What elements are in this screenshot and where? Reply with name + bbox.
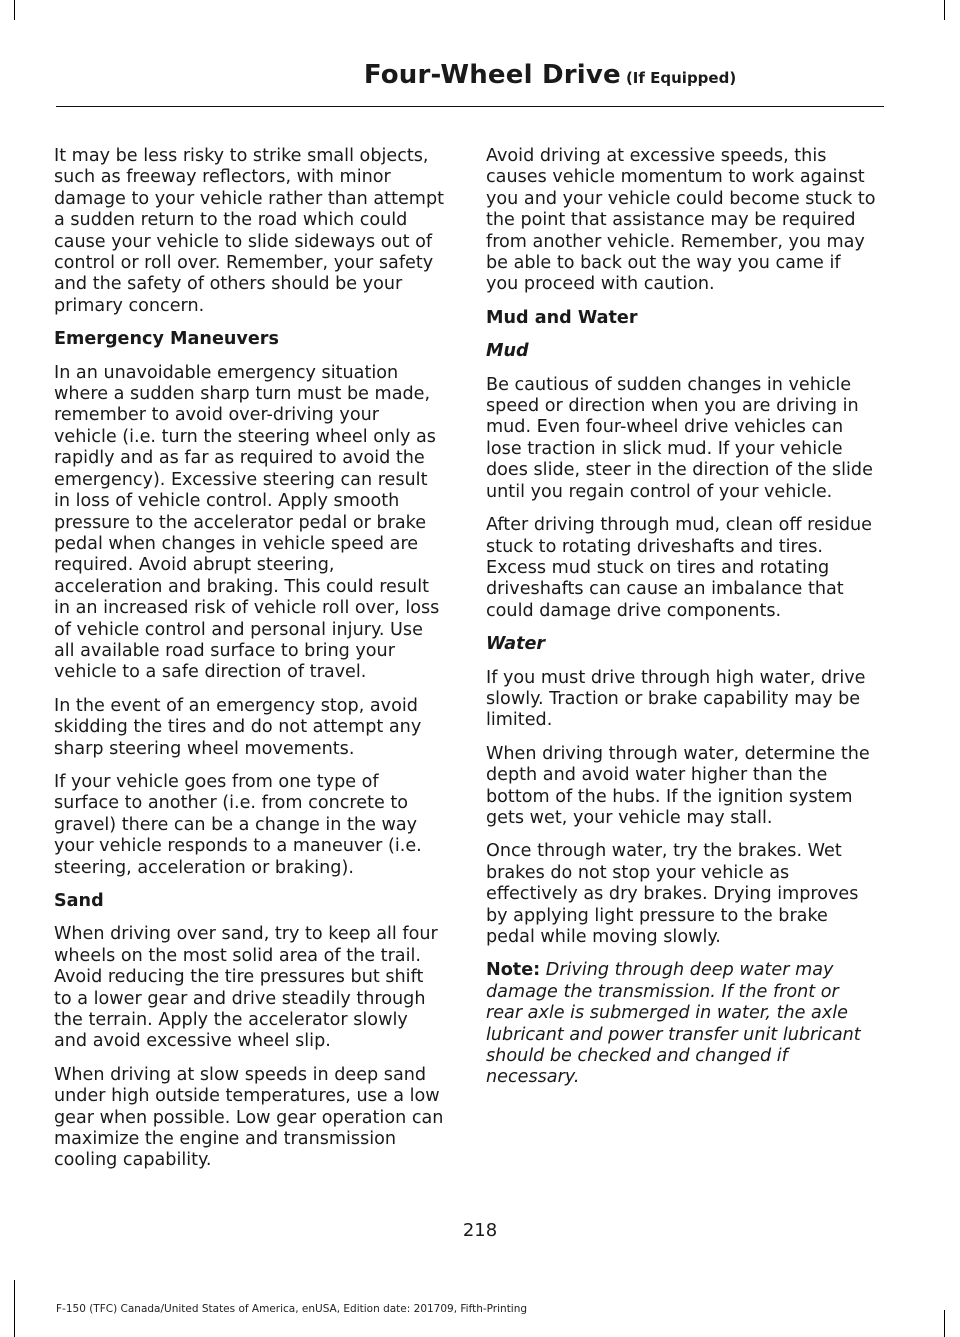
subheading-water: Water (486, 634, 546, 655)
paragraph: When driving through water, determine the depth and avoid water higher than the bottom of the hubs. If the ignition system gets wet, your vehicle may stall. (486, 743, 870, 828)
note-text: Driving through deep water may damage the transmission. If the front or rear axle is submerged in water, the axle lubricant and power transfer unit lubricant should be checked and changed if necessary. (486, 960, 861, 1088)
note (486, 960, 878, 1088)
section-heading-mud-and-water: Mud and Water (486, 307, 638, 328)
crop-mark-bottom-right (944, 1310, 945, 1337)
page-number: 218 (462, 1220, 498, 1241)
paragraph: After driving through mud, clean off residue stuck to rotating driveshafts and tires. Excess mud stuck on tires and rotating driveshafts can cause an imbalance that could damage drive components. (486, 515, 872, 621)
crop-mark-top-left (14, 0, 15, 20)
paragraph: In the event of an emergency stop, avoid skidding the tires and do not attempt any sharp steering wheel movements. (54, 695, 422, 759)
left-column (54, 146, 446, 1184)
paragraph: Avoid driving at excessive speeds, this causes vehicle momentum to work against you and your vehicle could become stuck to the point that assistance may be required from another vehicle. Remember, you may be able to back out the way you came if you proceed with caution. (486, 146, 876, 295)
section-heading-sand: Sand (54, 891, 104, 911)
page-subtitle: (If Equipped) (625, 69, 737, 87)
paragraph: If your vehicle goes from one type of surface to another (i.e. from concrete to gravel) there can be a change in the way your vehicle responds to a maneuver (i.e. steering, acceleration or braking). (54, 771, 422, 878)
paragraph: Once through water, try the brakes. Wet brakes do not stop your vehicle as effectively as dry brakes. Drying improves by applying light pressure to the brake pedal while moving slowly. (486, 841, 859, 947)
crop-mark-bottom-left (14, 1280, 15, 1337)
paragraph: Be cautious of sudden changes in vehicle speed or direction when you are driving in mud. Even four-wheel drive vehicles can lose traction in slick mud. If your vehicle does slide, steer in the direction of the slide until you regain control of your vehicle. (486, 374, 873, 502)
paragraph: In an unavoidable emergency situation where a sudden sharp turn must be made, remember to avoid over-driving your vehicle (i.e. turn the steering wheel only as rapidly and as far as required to avoid the emergency). Excessive steering can result in loss of vehicle control. Apply smooth pressure to the accelerator pedal or brake pedal when changes in vehicle speed are required. Avoid abrupt steering, acceleration and braking. This could result in an increased risk of vehicle roll over, loss of vehicle control and personal injury. Use all available road surface to bring your vehicle to a safe direction of travel. (54, 362, 440, 683)
page-title: Four-Wheel Drive (363, 60, 621, 90)
page-header (56, 56, 884, 107)
paragraph: If you must drive through high water, drive slowly. Traction or brake capability may be limited. (486, 667, 866, 731)
note-label: Note: (486, 960, 541, 981)
paragraph: When driving at slow speeds in deep sand under high outside temperatures, use a low gear when possible. Low gear operation can maximize the engine and transmission cooling capability. (54, 1064, 444, 1171)
subheading-mud: Mud (486, 341, 529, 362)
footer-edition-info: F-150 (TFC) Canada/United States of America, enUSA, Edition date: 201709, Fifth-Printing (56, 1303, 528, 1315)
paragraph: It may be less risky to strike small objects, such as freeway reflectors, with minor damage to your vehicle rather than attempt a sudden return to the road which could cause your vehicle to slide sideways out of control or roll over. Remember, your safety and the safety of others should be your primary concern. (54, 146, 445, 316)
crop-mark-top-right (944, 0, 945, 20)
section-heading-emergency-maneuvers: Emergency Maneuvers (54, 329, 279, 350)
paragraph: When driving over sand, try to keep all four wheels on the most solid area of the trail. Avoid reducing the tire pressures but shift to a lower gear and drive steadily through the terrain. Apply the accelerator slowly and avoid excessive wheel slip. (54, 924, 438, 1052)
right-column (486, 146, 878, 1101)
